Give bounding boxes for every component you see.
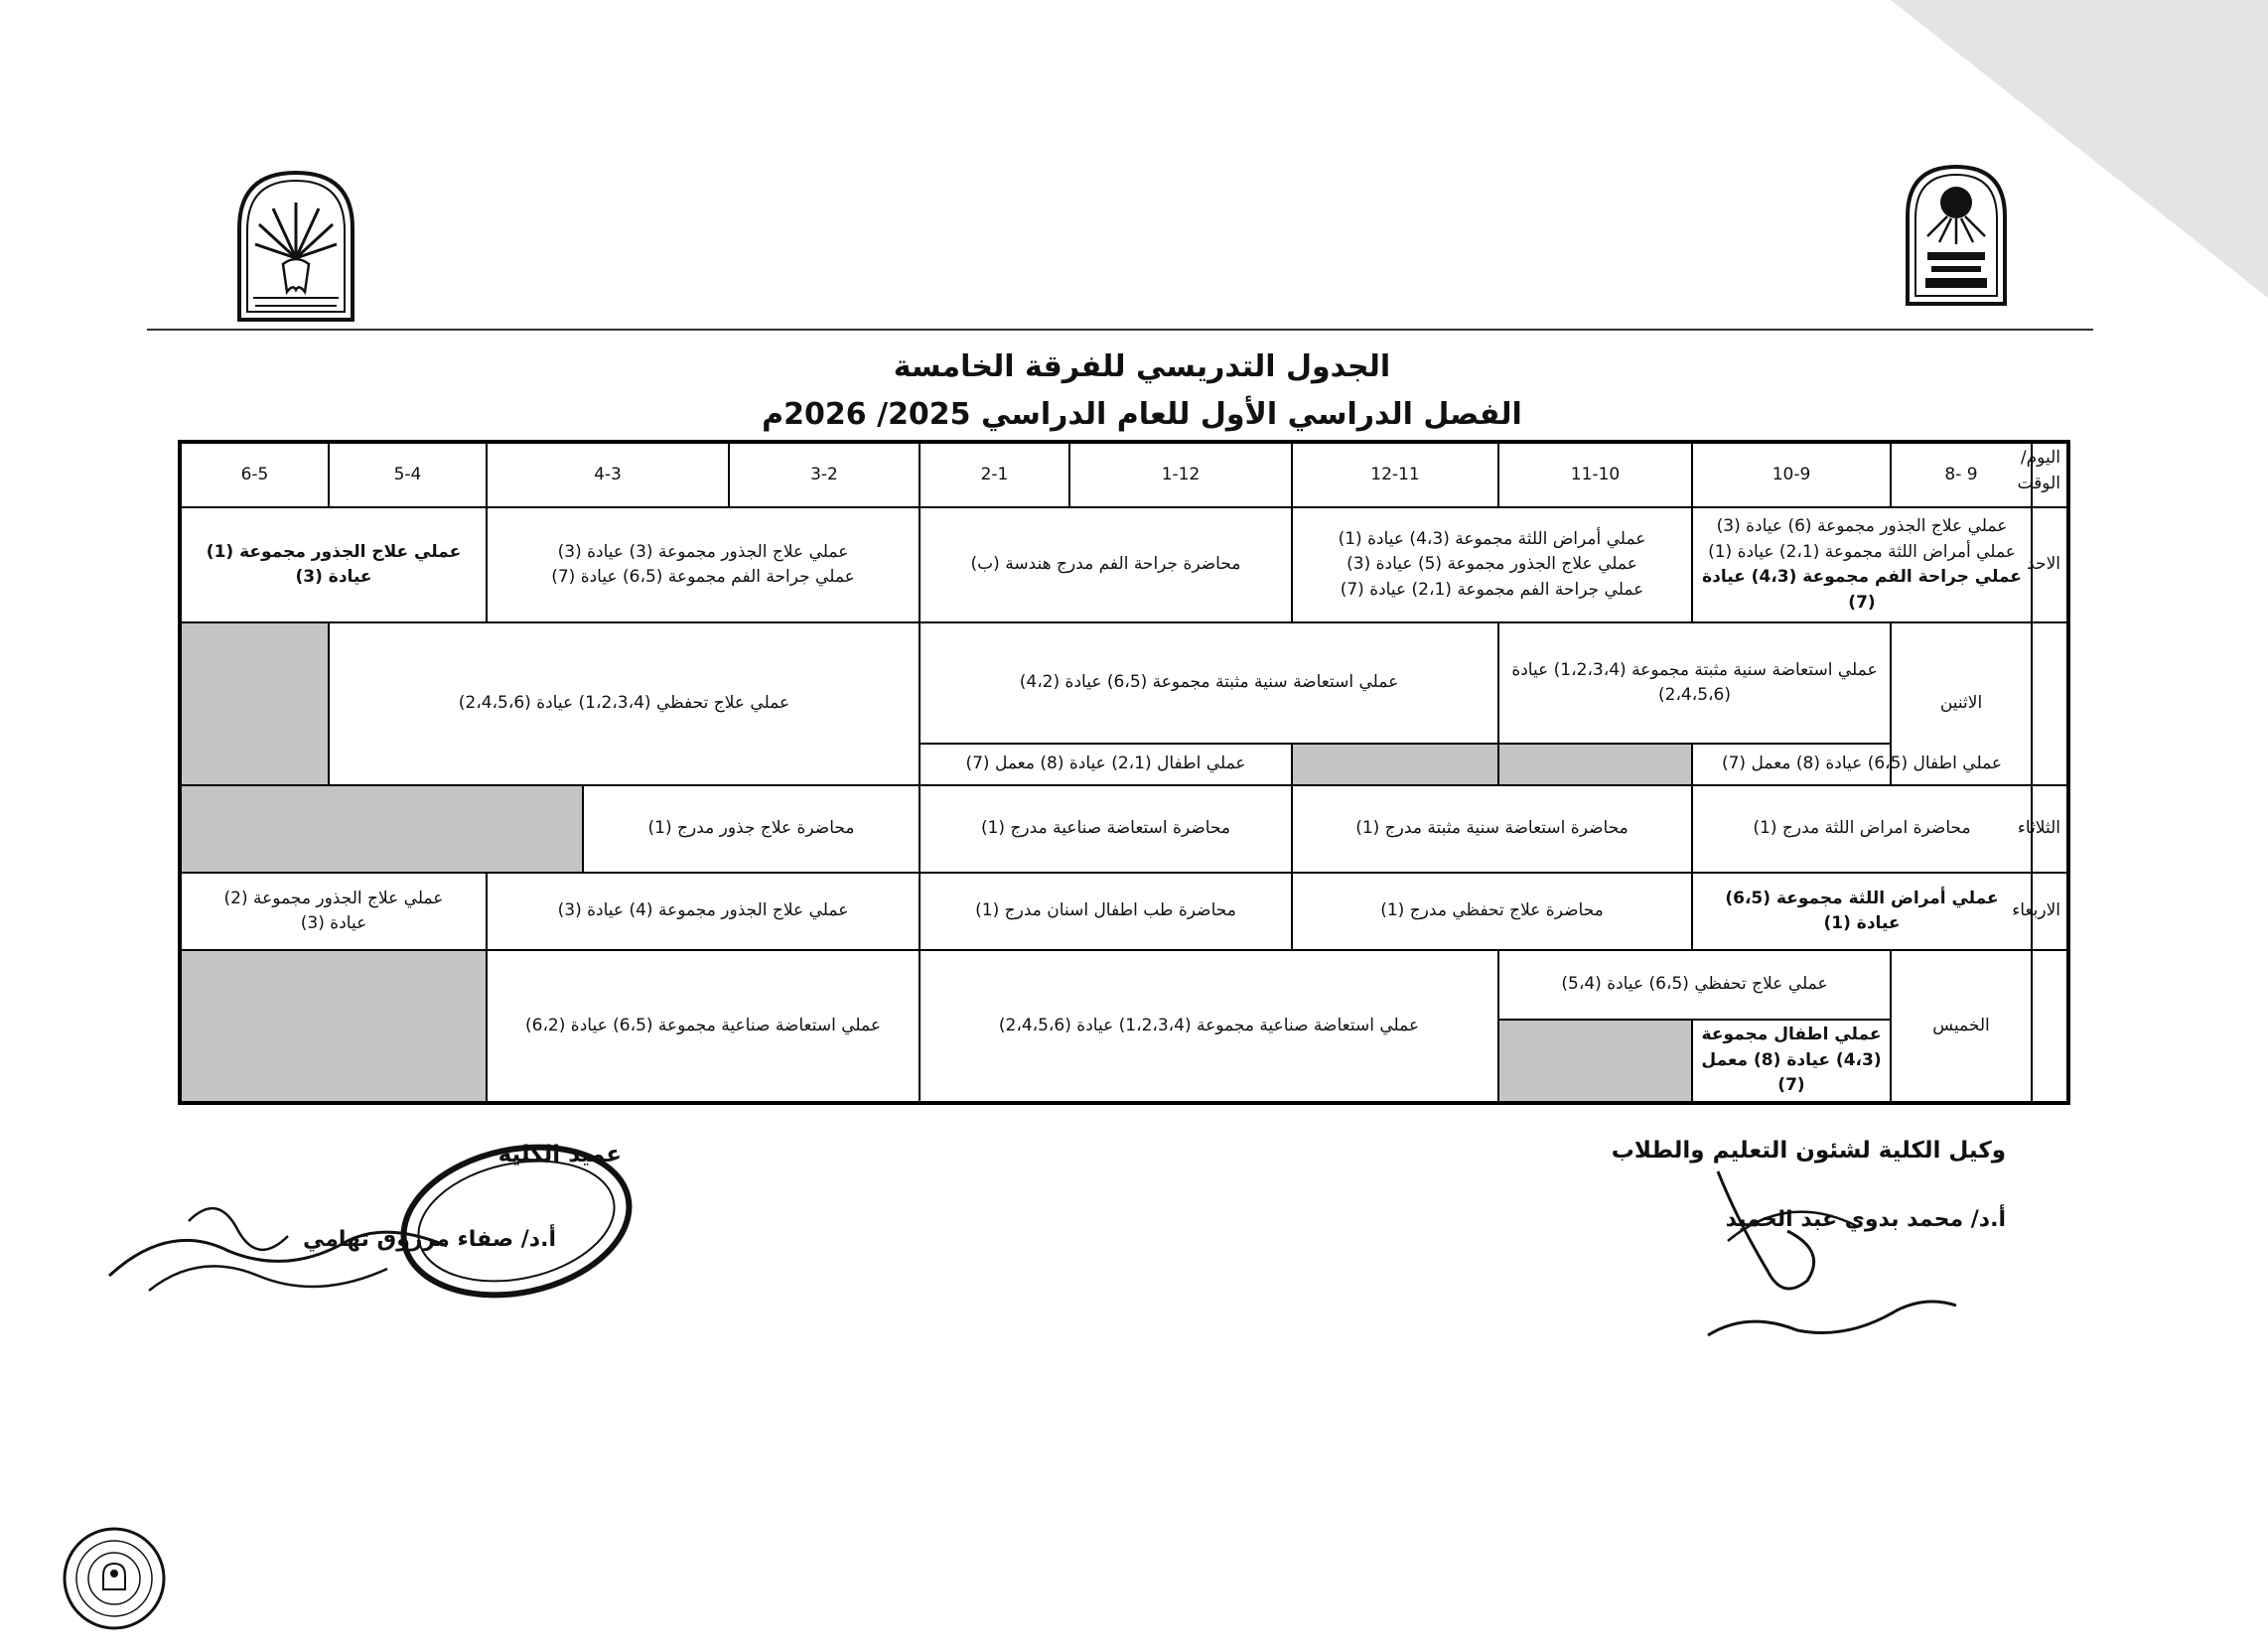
cell-line: عملي علاج تحفظي (1،2،3،4) عيادة (2،4،5،6) xyxy=(458,693,790,714)
cell-line: عملي أمراض اللثة مجموعة (2،1) عيادة (1) xyxy=(1708,541,2016,562)
time-slot-1-12: 1-12 xyxy=(1069,442,1292,507)
cell-line: عملي استعاضة سنية مثبتة مجموعة (6،5) عيادة (4،2) xyxy=(1019,672,1399,693)
cell-line: عملي علاج الجذور مجموعة (3) عيادة (3) xyxy=(557,541,849,562)
cell-line: محاضرة استعاضة سنية مثبتة مدرج (1) xyxy=(1355,818,1629,839)
cell-line: عملي جراحة الفم مجموعة (6،5) عيادة (7) xyxy=(551,567,855,587)
time-slot-10-9: 10-9 xyxy=(1692,442,1891,507)
day-sunday: الاحد xyxy=(2032,507,2068,622)
cell-line: عملي جراحة الفم مجموعة (4،3) عيادة (7) xyxy=(1702,567,2022,613)
schedule-title: الجدول التدريسي للفرقة الخامسة xyxy=(893,349,1391,384)
sunday-cell-3-5 xyxy=(487,507,920,622)
tuesday-cell-fixed-lecture xyxy=(1292,785,1692,873)
faculty-logo-icon xyxy=(233,167,358,326)
vice-dean-signature-block xyxy=(1569,1132,2006,1360)
tuesday-cell-perio-lecture xyxy=(1692,785,2032,873)
time-slot-9-8: 9 -8 xyxy=(1891,442,2032,507)
wednesday-cell-pedo-lecture xyxy=(920,873,1292,950)
time-slot-12-11: 12-11 xyxy=(1292,442,1498,507)
header-row xyxy=(180,442,2068,507)
sunday-cell-1-3 xyxy=(920,507,1292,622)
cell-line: عملي استعاضة صناعية مجموعة (1،2،3،4) عيادة (2،4،5،6) xyxy=(998,1015,1420,1035)
vice-dean-signature-icon xyxy=(1569,1132,2006,1360)
university-logo xyxy=(1902,161,2011,310)
cell-line: عملي علاج الجذور مجموعة (4) عيادة (3) xyxy=(557,900,849,921)
cell-line: محاضرة جراحة الفم مدرج هندسة (ب) xyxy=(970,554,1241,575)
schedule-table xyxy=(178,440,2070,1105)
time-slot-5-4: 5-4 xyxy=(329,442,487,507)
row-monday-top xyxy=(180,622,2068,744)
wednesday-cell-perio xyxy=(1692,873,2032,950)
cell-line: عملي اطفال (2،1) عيادة (8) معمل (7) xyxy=(965,754,1246,774)
thursday-empty-5-6 xyxy=(180,950,487,1103)
day-wednesday: الاربعاء xyxy=(2032,873,2068,950)
day-tuesday: الثلاثاء xyxy=(2032,785,2068,873)
monday-empty-6-5 xyxy=(180,622,329,785)
time-slot-3-2: 3-2 xyxy=(729,442,920,507)
thursday-cell-conservative xyxy=(1498,950,1891,1020)
sunday-cell-5-6 xyxy=(180,507,487,622)
day-monday: الاثنين xyxy=(1891,622,2032,785)
tuesday-empty-4-6 xyxy=(180,785,583,873)
time-slot-11-10: 11-10 xyxy=(1498,442,1692,507)
cell-line: عملي علاج الجذور مجموعة (2) xyxy=(223,888,444,908)
cell-line: عيادة (3) xyxy=(300,913,367,933)
sunday-cell-8-11 xyxy=(1692,507,2032,622)
cell-line: محاضرة استعاضة صناعية مدرج (1) xyxy=(980,818,1231,839)
cell-line: عملي أمراض اللثة مجموعة (6،5) xyxy=(1725,888,1999,908)
day-time-header: اليوم/ الوقت xyxy=(2032,442,2068,507)
vice-dean-title: وكيل الكلية لشئون التعليم والطلاب xyxy=(1611,1138,2006,1164)
cell-line: عملي علاج تحفظي (6،5) عيادة (5،4) xyxy=(1561,974,1828,995)
cell-line: عيادة (1) xyxy=(1823,913,1901,933)
dean-signature-block xyxy=(89,1102,645,1330)
row-thursday-top xyxy=(180,950,2068,1020)
dean-title: عميد الكلية xyxy=(497,1142,622,1167)
cell-line: عملي اطفال مجموعة (4،3) عيادة (8) معمل (7) xyxy=(1701,1025,1882,1095)
thursday-empty-11-10 xyxy=(1498,1020,1692,1103)
wednesday-cell-endo-2 xyxy=(180,873,487,950)
row-sunday xyxy=(180,507,2068,622)
thursday-cell-pedo xyxy=(1692,1020,1891,1103)
cell-line: عملي اطفال (6،5) عيادة (8) معمل (7) xyxy=(1721,754,2003,774)
cell-line: عملي استعاضة صناعية مجموعة (6،5) عيادة (6،2) xyxy=(524,1015,882,1035)
row-wednesday xyxy=(180,873,2068,950)
seal-icon xyxy=(60,1524,169,1633)
thursday-cell-removable-1 xyxy=(920,950,1498,1103)
time-slot-4-3: 4-3 xyxy=(487,442,729,507)
vice-dean-name: أ.د/ محمد بدوي عبد الحميد xyxy=(1725,1207,2006,1232)
monday-cell-conservative xyxy=(329,622,920,785)
cell-line: عملي استعاضة سنية مثبتة مجموعة (1،2،3،4) عيادة (2،4،5،6) xyxy=(1511,659,1878,705)
cell-line: عيادة (3) xyxy=(295,567,372,587)
cell-line: محاضرة طب اطفال اسنان مدرج (1) xyxy=(975,900,1236,921)
time-slot-2-1: 2-1 xyxy=(920,442,1069,507)
monday-cell-pedo-1 xyxy=(1692,744,2032,785)
monday-empty-11-10 xyxy=(1498,744,1692,785)
semester-subtitle: الفصل الدراسي الأول للعام الدراسي 2025/ 2026م xyxy=(762,397,1522,432)
cell-line: محاضرة امراض اللثة مدرج (1) xyxy=(1753,818,1971,839)
cell-line: عملي أمراض اللثة مجموعة (4،3) عيادة (1) xyxy=(1338,528,1646,549)
wednesday-cell-conservative-lecture xyxy=(1292,873,1692,950)
dean-stamp-icon xyxy=(89,1102,645,1330)
day-thursday: الخميس xyxy=(1891,950,2032,1103)
cell-line: عملي علاج الجذور مجموعة (6) عيادة (3) xyxy=(1716,516,2008,536)
time-slot-6-5: 6-5 xyxy=(180,442,329,507)
monday-cell-fixed-pros-1 xyxy=(1498,622,1891,744)
dean-name: أ.د/ صفاء مرزوق تهامي xyxy=(302,1227,556,1252)
tuesday-cell-endo-lecture xyxy=(583,785,920,873)
wednesday-cell-endo-4 xyxy=(487,873,920,950)
tuesday-cell-removable-lecture xyxy=(920,785,1292,873)
cell-line: عملي علاج الجذور مجموعة (1) xyxy=(206,541,462,562)
cell-line: عملي علاج الجذور مجموعة (5) عيادة (3) xyxy=(1347,554,1637,575)
faculty-logo xyxy=(233,167,358,326)
row-tuesday xyxy=(180,785,2068,873)
official-page-seal xyxy=(60,1524,169,1633)
cell-line: عملي جراحة الفم مجموعة (2،1) عيادة (7) xyxy=(1340,579,1644,600)
header-divider xyxy=(147,329,2093,331)
monday-cell-fixed-pros-2 xyxy=(920,622,1498,744)
university-logo-icon xyxy=(1902,161,2011,310)
monday-cell-pedo-2 xyxy=(920,744,1292,785)
cell-line: محاضرة علاج تحفظي مدرج (1) xyxy=(1380,900,1604,921)
thursday-cell-removable-2 xyxy=(487,950,920,1103)
sunday-cell-11-1 xyxy=(1292,507,1692,622)
monday-empty-12-11 xyxy=(1292,744,1498,785)
cell-line: محاضرة علاج جذور مدرج (1) xyxy=(647,818,855,839)
